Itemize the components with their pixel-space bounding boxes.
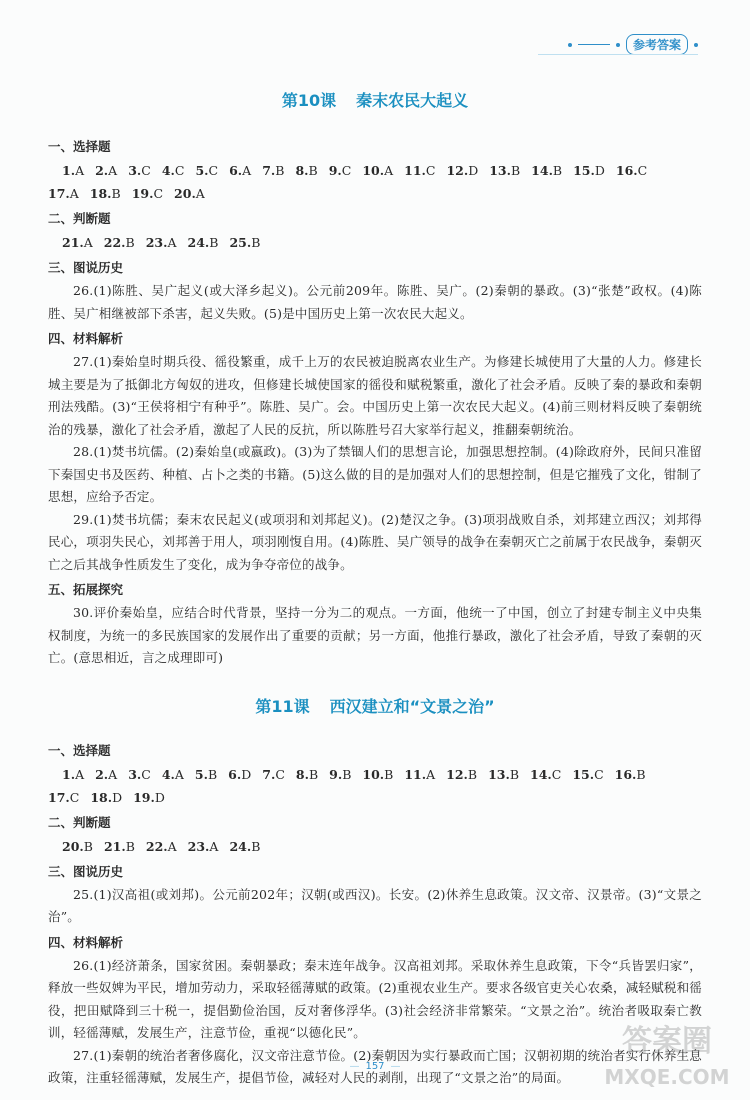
answer-item	[573, 159, 605, 182]
answer-item	[104, 835, 135, 858]
answer-item	[132, 182, 163, 205]
watermark-line2: MXQE.COM	[604, 1065, 730, 1089]
answer-letter: B	[111, 186, 121, 201]
answer-item	[90, 182, 121, 205]
answer-number: 16.	[614, 766, 637, 782]
lesson11-title	[48, 694, 702, 717]
lesson10-q28: 28.(1)焚书坑儒。(2)秦始皇(或嬴政)。(3)为了禁锢人们的思想言论，加强思想控制。(4)除政府外，民间只准留下秦国史书及医药、种植、占卜之类的书籍。(5)这么做的目的是加强对人们的思想控制，但是它摧残了文化，钳制了思想，应给予否定。	[48, 444, 702, 504]
answer-number: 15.	[572, 766, 595, 782]
answer-number: 5.	[194, 766, 208, 782]
answer-item	[48, 182, 79, 205]
answer-item	[146, 835, 177, 858]
lesson10-section-material: 四、材料解析	[48, 331, 124, 346]
answer-number: 22.	[145, 838, 168, 854]
answer-letter: C	[425, 163, 436, 178]
lesson11-q25: 25.(1)汉高祖(或刘邦)。公元前202年；汉朝(或西汉)。长安。(2)休养生息政策。汉文帝、汉景帝。(3)“文景之治”。	[48, 886, 702, 924]
lesson10-q30: 30.评价秦始皇，应结合时代背景，坚持一分为二的观点。一方面，他统一了中国，创立了封建专制主义中央集权制度，为统一的多民族国家的发展作出了重要的贡献；另一方面，他推行暴政，激化了社会矛盾，导致了秦朝的灭亡。(意思相近，言之成理即可)	[48, 605, 702, 665]
lesson10-section-explore: 五、拓展探究	[48, 582, 124, 597]
answer-item	[362, 159, 393, 182]
answer-letter: A	[69, 186, 79, 201]
answer-item	[188, 835, 219, 858]
answer-letter: B	[83, 838, 93, 854]
page-content	[48, 88, 702, 1090]
answer-letter: C	[69, 789, 80, 805]
answer-number: 10.	[362, 766, 385, 782]
answer-number: 12.	[446, 766, 468, 782]
answer-item	[329, 159, 352, 182]
lesson10-choice-line2	[48, 182, 702, 205]
answer-item	[362, 763, 393, 786]
lesson11-section-choice: 一、选择题	[48, 742, 111, 758]
answer-item	[229, 835, 260, 858]
answer-letter: B	[509, 766, 519, 782]
answer-letter: C	[141, 163, 151, 178]
answer-item	[295, 159, 317, 182]
answer-letter: B	[308, 766, 319, 782]
answer-letter: B	[510, 163, 521, 178]
answer-number: 2.	[95, 766, 109, 782]
answer-letter: B	[125, 838, 135, 854]
lesson10-q26: 26.(1)陈胜、吴广起义(或大泽乡起义)。公元前209年。陈胜、吴广。(2)秦朝的暴政。(3)“张楚”政权。(4)陈胜、吴广相继被部下杀害，起义失败。(5)是中国历史上第一次农民大起义。	[48, 283, 702, 321]
lesson11-choice-line2	[48, 786, 702, 809]
answer-number: 25.	[229, 235, 252, 250]
answer-number: 11.	[404, 766, 427, 782]
answer-number: 9.	[328, 163, 342, 178]
answer-letter: A	[83, 235, 93, 250]
answer-number: 13.	[488, 766, 510, 782]
lesson11-number: 第11课	[255, 696, 310, 716]
answer-letter: A	[426, 766, 436, 782]
answer-item	[262, 159, 284, 182]
lesson10-choice-line1	[48, 159, 702, 182]
answer-item	[229, 159, 251, 182]
answer-number: 18.	[89, 186, 112, 201]
answer-item	[530, 763, 561, 786]
answer-item	[162, 763, 184, 786]
answer-item	[195, 763, 217, 786]
answer-letter: C	[153, 186, 164, 201]
answer-letter: B	[552, 163, 563, 178]
answer-letter: B	[636, 766, 646, 782]
header-rule	[538, 54, 698, 55]
answer-item	[329, 763, 351, 786]
answer-number: 9.	[329, 766, 343, 782]
answer-letter: B	[209, 235, 219, 250]
answer-number: 23.	[145, 235, 168, 250]
answer-number: 15.	[573, 163, 595, 178]
answer-number: 5.	[195, 163, 209, 178]
answer-number: 6.	[229, 163, 243, 178]
answer-letter: B	[125, 235, 135, 250]
answer-letter: D	[112, 789, 123, 805]
answer-letter: B	[384, 766, 394, 782]
answer-letter: A	[195, 186, 205, 201]
answer-item	[488, 763, 519, 786]
answer-item	[62, 763, 84, 786]
answer-number: 2.	[95, 163, 109, 178]
lesson10-section-judge: 二、判断题	[48, 211, 111, 226]
answer-letter: B	[207, 766, 218, 782]
answer-letter: A	[242, 163, 252, 178]
answer-item	[62, 231, 93, 254]
header-dot-icon	[568, 43, 572, 47]
lesson10-q27: 27.(1)秦始皇时期兵役、徭役繁重，成千上万的农民被迫脱离农业生产。为修建长城使用了大量的人力。修建长城主要是为了抵御北方匈奴的进攻，但修建长城使国家的徭役和赋税繁重，激化了社会矛盾。反映了秦的暴政和秦朝刑法残酷。(3)“王侯将相宁有种乎”。陈胜、吴广。会。中国历史上第一次农民大起义。(4)前三则材料反映了秦朝统治的残暴，激化了社会矛盾，激起了人民的反抗，所以陈胜号召大家举行起义，推翻秦朝统治。	[48, 354, 702, 437]
answer-item	[162, 159, 185, 182]
answer-letter: C	[141, 766, 151, 782]
answer-item	[174, 182, 205, 205]
answer-number: 7.	[262, 766, 276, 782]
lesson11-section-material: 四、材料解析	[48, 934, 124, 950]
answer-letter: D	[241, 766, 252, 782]
lesson11-section-picture: 三、图说历史	[48, 863, 124, 879]
answer-item	[128, 763, 151, 786]
answer-letter: D	[154, 789, 165, 805]
answer-item	[446, 159, 478, 182]
answer-number: 13.	[489, 163, 511, 178]
answer-item	[616, 159, 647, 182]
answer-item	[531, 159, 562, 182]
answer-number: 17.	[48, 789, 70, 805]
lesson11-choice-line1	[48, 763, 702, 786]
answer-item	[229, 231, 260, 254]
answer-number: 22.	[103, 235, 126, 250]
answer-item	[48, 786, 79, 809]
answer-item	[615, 763, 646, 786]
lesson11-judge-line	[48, 835, 702, 858]
answer-number: 21.	[62, 235, 84, 250]
answer-number: 4.	[161, 163, 175, 178]
answer-letter: C	[275, 766, 285, 782]
answer-item	[90, 786, 122, 809]
header-dot-icon	[694, 43, 698, 47]
answer-item	[446, 763, 477, 786]
answer-number: 16.	[615, 163, 638, 178]
answer-number: 3.	[128, 766, 142, 782]
answer-letter: A	[108, 766, 118, 782]
lesson10-title	[48, 88, 702, 111]
lesson10-number: 第10课	[281, 91, 337, 110]
answer-item	[95, 763, 117, 786]
lesson11-q27: 27.(1)秦朝的统治者奢侈腐化，汉文帝注意节俭。(2)秦朝因为实行暴政而亡国；汉朝初期的统治者实行休养生息政策，注重轻徭薄赋，发展生产，提倡节俭，减轻对人民的剥削，出现了“文景之治”的局面。	[48, 1047, 702, 1085]
answer-letter: A	[167, 838, 177, 854]
header-line	[578, 44, 610, 45]
answer-letter: B	[467, 766, 478, 782]
answer-letter: A	[209, 838, 219, 854]
answer-letter: B	[275, 163, 285, 178]
answer-number: 7.	[262, 163, 276, 178]
answer-item	[146, 231, 177, 254]
answer-letter: D	[468, 163, 479, 178]
lesson10-title-text: 秦末农民大起义	[356, 91, 469, 110]
answer-number: 24.	[187, 235, 210, 250]
answer-item	[133, 786, 165, 809]
answer-letter: C	[208, 163, 219, 178]
answer-number: 12.	[446, 163, 469, 178]
answer-letter: A	[108, 163, 118, 178]
lesson10-q29: 29.(1)焚书坑儒；秦末农民起义(或项羽和刘邦起义)。(2)楚汉之争。(3)项羽战败自杀，刘邦建立西汉；刘邦得民心，项羽失民心，刘邦善于用人，项羽刚愎自用。(4)陈胜、吴广领导的战争在秦朝灭亡之前属于农民战争，秦朝灭亡之后其战争性质发生了变化，成为争夺帝位的战争。	[48, 511, 702, 572]
answer-number: 14.	[531, 163, 553, 178]
answer-number: 24.	[229, 838, 252, 854]
watermark-line1: 答案圈	[622, 1024, 712, 1059]
answer-letter: C	[551, 766, 562, 782]
answer-number: 10.	[362, 163, 385, 178]
lesson11-q26: 26.(1)经济萧条，国家贫困。秦朝暴政；秦末连年战争。汉高祖刘邦。采取休养生息政策，下令“兵皆罢归家”，释放一些奴婢为平民，增加劳动力，采取轻徭薄赋的政策。(2)重视农业生产。要求各级官吏关心农桑，减轻赋税和徭役，把田赋降到三十税一，提倡勤俭治国，反对奢侈浮华。(3)社会经济非常繁荣。“文景之治”。统治者吸取秦亡教训，轻徭薄赋，发展生产，注意节俭，重视“以德化民”。	[48, 957, 702, 1040]
answer-number: 8.	[295, 163, 309, 178]
answer-item	[95, 159, 117, 182]
answer-item	[489, 159, 520, 182]
answer-number: 1.	[62, 163, 76, 178]
answer-number: 3.	[128, 163, 142, 178]
answer-number: 11.	[404, 163, 426, 178]
answer-item	[572, 763, 603, 786]
answer-number: 8.	[295, 766, 309, 782]
answer-number: 19.	[131, 186, 154, 201]
answer-letter: A	[167, 235, 177, 250]
header-dot-icon	[616, 43, 620, 47]
answer-number: 17.	[48, 186, 70, 201]
page-number-text: — 157 —	[343, 1061, 406, 1072]
answer-number: 6.	[228, 766, 242, 782]
answer-number: 14.	[530, 766, 552, 782]
answer-letter: A	[75, 766, 85, 782]
answer-item	[296, 763, 318, 786]
answer-item	[195, 159, 218, 182]
answer-letter: B	[308, 163, 318, 178]
lesson10-section-picture: 三、图说历史	[48, 260, 124, 275]
header-tag	[568, 34, 698, 55]
answer-number: 18.	[90, 789, 113, 805]
answer-number: 23.	[187, 838, 210, 854]
answer-letter: B	[251, 838, 261, 854]
answer-number: 20.	[62, 838, 84, 854]
answer-letter: A	[75, 163, 85, 178]
answer-letter: B	[342, 766, 352, 782]
answer-item	[104, 231, 135, 254]
answer-letter: C	[174, 163, 185, 178]
watermark-logo	[592, 1006, 742, 1096]
answer-letter: C	[594, 766, 604, 782]
answer-number: 20.	[174, 186, 196, 201]
lesson11-section-judge: 二、判断题	[48, 814, 111, 830]
lesson10-judge-line	[48, 231, 702, 254]
answer-number: 21.	[103, 838, 126, 854]
answer-item	[128, 159, 151, 182]
answer-letter: A	[174, 766, 184, 782]
header-tag-label: 参考答案	[626, 34, 688, 55]
answer-number: 1.	[62, 766, 76, 782]
lesson10-section-choice: 一、选择题	[48, 139, 111, 154]
answer-item	[62, 159, 84, 182]
answer-item	[262, 763, 285, 786]
answer-item	[228, 763, 251, 786]
answer-letter: A	[384, 163, 394, 178]
answer-letter: D	[594, 163, 605, 178]
answer-letter: B	[251, 235, 261, 250]
answer-item	[404, 159, 435, 182]
answer-item	[404, 763, 435, 786]
answer-item	[188, 231, 219, 254]
answer-letter: C	[341, 163, 352, 178]
lesson11-title-text: 西汉建立和“文景之治”	[329, 696, 495, 716]
answer-letter: C	[637, 163, 648, 178]
answer-number: 19.	[133, 789, 155, 805]
answer-item	[62, 835, 93, 858]
answer-number: 4.	[161, 766, 175, 782]
